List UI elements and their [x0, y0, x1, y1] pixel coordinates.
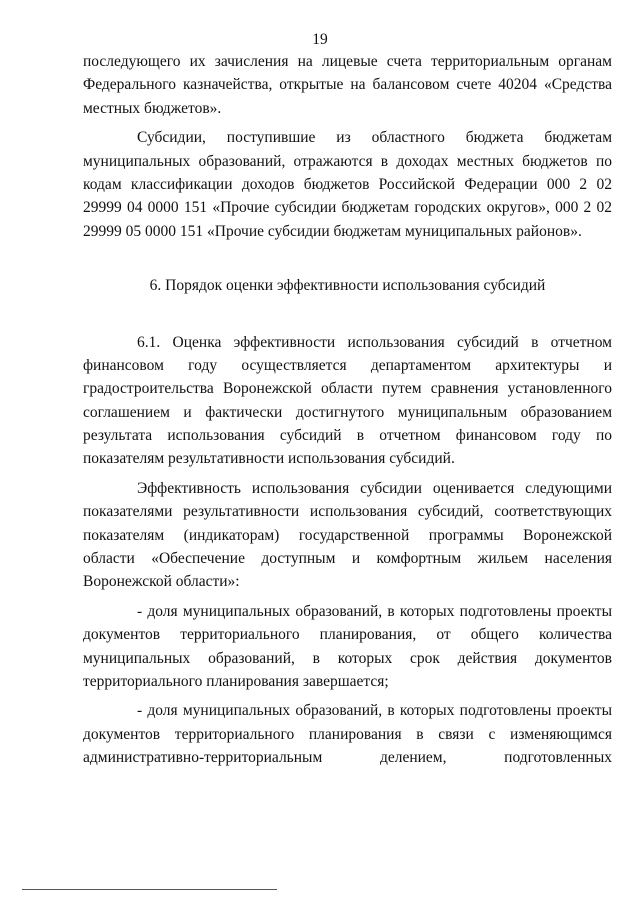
list-item-line: - доля муниципальных образований, в которых подготовлены проекты	[137, 702, 612, 720]
text-line: показателям результативности использования субсидий.	[83, 450, 455, 468]
text-line: показателями результативности использования субсидий, соответствующих	[83, 503, 612, 521]
text-line: соглашением и фактически достигнутого муниципальным образованием	[83, 403, 612, 421]
text-line: Федерального казначейства, открытые на балансовом счете 40204 «Средства	[83, 76, 612, 94]
text-line: 29999 05 0000 151 «Прочие субсидии бюджетам муниципальных районов».	[83, 222, 582, 240]
text-line: 29999 04 0000 151 «Прочие субсидии бюджетам городских округов», 000 2 02	[83, 199, 612, 217]
list-item-line: документов территориального планирования, от общего количества	[83, 626, 612, 644]
text-line: результата использования субсидий в отчетном финансовом году по	[83, 427, 612, 445]
list-item-line: административно-территориальным делением, подготовленных	[83, 749, 612, 767]
list-item-line: - доля муниципальных образований, в которых подготовлены проекты	[137, 602, 612, 620]
text-line: градостроительства Воронежской области путем сравнения установленного	[83, 380, 612, 398]
text-line: последующего их зачисления на лицевые счета территориальным органам	[83, 53, 612, 70]
text-line: показателям (индикаторам) государственной программы Воронежской	[83, 526, 612, 544]
list-item-line: территориального планирования завершается;	[83, 672, 389, 690]
list-item-line: документов территориального планирования в связи с изменяющимся	[83, 725, 612, 743]
text-line: муниципальных образований, отражаются в доходах местных бюджетов по	[83, 152, 612, 170]
footer-divider	[22, 889, 277, 890]
text-line: области «Обеспечение доступным и комфортным жильем населения	[83, 550, 612, 568]
text-line: местных бюджетов».	[83, 99, 222, 117]
list-item-line: муниципальных образований, в которых срок действия документов	[83, 649, 612, 667]
text-line: кодам классификации доходов бюджетов Российской Федерации 000 2 02	[83, 175, 612, 193]
text-line: Субсидии, поступившие из областного бюджета бюджетам	[137, 129, 612, 147]
section-heading: 6. Порядок оценки эффективности использования субсидий	[149, 277, 546, 295]
page-number: 19	[312, 31, 328, 48]
text-line: Эффективность использования субсидии оценивается следующими	[137, 479, 612, 497]
page-body	[83, 50, 612, 770]
text-line: финансовом году осуществляется департаментом архитектуры и	[83, 356, 612, 374]
text-line: 6.1. Оценка эффективности использования субсидий в отчетном	[137, 333, 612, 351]
text-line: Воронежской области»:	[83, 573, 240, 591]
